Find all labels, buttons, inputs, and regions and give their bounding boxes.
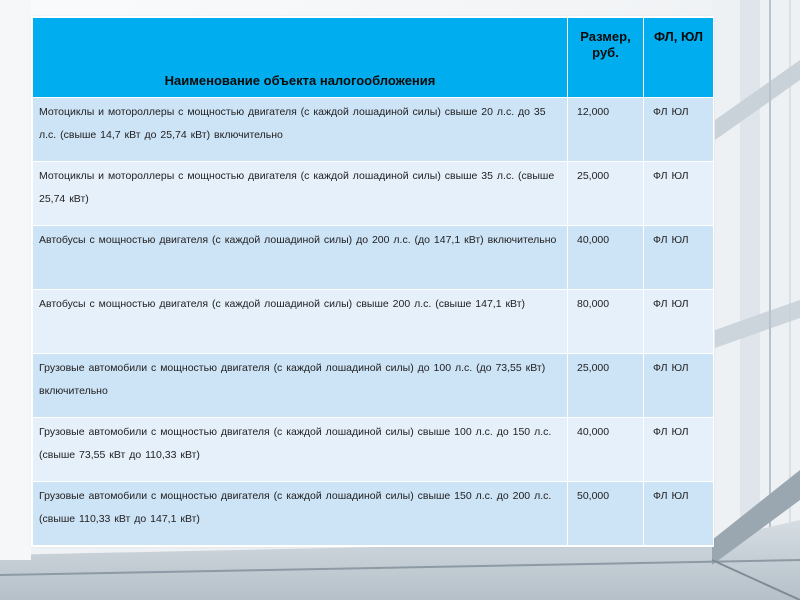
row-payer: ФЛ ЮЛ	[644, 290, 714, 354]
row-payer: ФЛ ЮЛ	[644, 418, 714, 482]
row-object-name: Автобусы с мощностью двигателя (с каждой лошадиной силы) до 200 л.с. (до 147,1 кВт) включительно	[33, 226, 568, 290]
row-amount: 12,000	[568, 98, 644, 162]
table-row	[33, 98, 714, 162]
table-row	[33, 354, 714, 418]
table-header-row	[33, 18, 714, 98]
row-amount: 25,000	[568, 162, 644, 226]
header-object-name: Наименование объекта налогообложения	[33, 18, 568, 98]
row-amount: 25,000	[568, 354, 644, 418]
row-object-name: Грузовые автомобили с мощностью двигателя (с каждой лошадиной силы) свыше 100 л.с. до 150 л.с. (свыше 73,55 кВт до 110,33 кВт)	[33, 418, 568, 482]
row-object-name: Автобусы с мощностью двигателя (с каждой лошадиной силы) свыше 200 л.с. (свыше 147,1 кВт)	[33, 290, 568, 354]
row-payer: ФЛ ЮЛ	[644, 226, 714, 290]
table-row	[33, 482, 714, 546]
row-object-name: Мотоциклы и мотороллеры с мощностью двигателя (с каждой лошадиной силы) свыше 35 л.с. (свыше 25,74 кВт)	[33, 162, 568, 226]
row-object-name: Мотоциклы и мотороллеры с мощностью двигателя (с каждой лошадиной силы) свыше 20 л.с. до 35 л.с. (свыше 14,7 кВт до 25,74 кВт) включительно	[33, 98, 568, 162]
row-payer: ФЛ ЮЛ	[644, 162, 714, 226]
row-payer: ФЛ ЮЛ	[644, 482, 714, 546]
row-amount: 40,000	[568, 418, 644, 482]
tax-rates-table	[32, 17, 714, 546]
table-row	[33, 290, 714, 354]
row-object-name: Грузовые автомобили с мощностью двигателя (с каждой лошадиной силы) до 100 л.с. (до 73,55 кВт) включительно	[33, 354, 568, 418]
row-payer: ФЛ ЮЛ	[644, 98, 714, 162]
table-row	[33, 162, 714, 226]
table-row	[33, 226, 714, 290]
row-amount: 50,000	[568, 482, 644, 546]
row-object-name: Грузовые автомобили с мощностью двигателя (с каждой лошадиной силы) свыше 150 л.с. до 200 л.с. (свыше 110,33 кВт до 147,1 кВт)	[33, 482, 568, 546]
tax-rates-table-container	[31, 16, 714, 547]
row-amount: 80,000	[568, 290, 644, 354]
row-amount: 40,000	[568, 226, 644, 290]
header-amount: Размер, руб.	[568, 18, 644, 98]
header-payer: ФЛ, ЮЛ	[644, 18, 714, 98]
table-row	[33, 418, 714, 482]
row-payer: ФЛ ЮЛ	[644, 354, 714, 418]
